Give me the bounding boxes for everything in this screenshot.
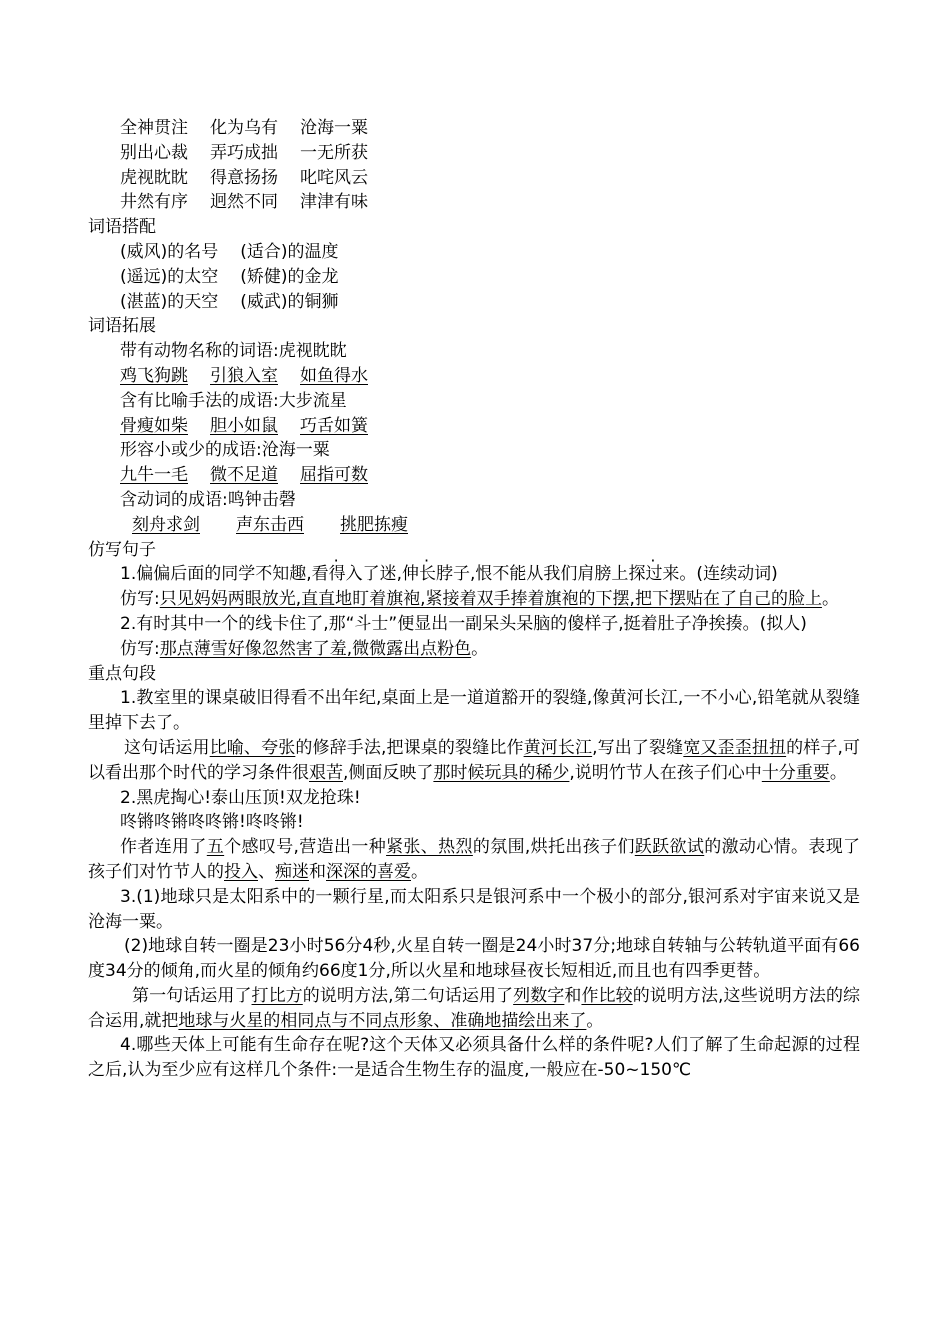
expansion-label: 含有比喻手法的成语:大步流星	[120, 390, 347, 411]
collocation-row: (威风)的名号 (适合)的温度	[120, 241, 339, 262]
key-paragraph-1: 1.教室里的课桌破旧得看不出年纪,桌面上是一道道豁开的裂缝,像黄河长江,一不小心,铅笔就从裂缝里掉下去了。	[88, 688, 860, 734]
section-heading-key: 重点句段	[88, 663, 156, 684]
expansion-words: 鸡飞狗跳 引狼入室 如鱼得水	[120, 365, 368, 386]
section-heading-expansion: 词语拓展	[88, 316, 156, 337]
key-paragraph-2-line-2: 咚锵咚锵咚咚锵!咚咚锵!	[120, 812, 304, 833]
imitation-sentence-1: 1.偏偏后面的同学不知趣,看得入了迷,伸长脖子,恨不能从我们肩膀上探过来。(连续动词)	[120, 564, 778, 585]
key-paragraph-3-1: 3.(1)地球只是太阳系中的一颗行星,而太阳系只是银河系中一个极小的部分,银河系对宇宙来说又是沧海一粟。	[88, 886, 860, 932]
expansion-words: 骨瘦如柴 胆小如鼠 巧舌如簧	[120, 415, 368, 436]
expansion-label: 带有动物名称的词语:虎视眈眈	[120, 341, 347, 362]
key-paragraph-3-2: (2)地球自转一圈是23小时56分4秒,火星自转一圈是24小时37分;地球自转轴与公转轨道平面有66度34分的倾角,而火星的倾角约66度1分,所以火星和地球昼夜长短相近,而且也有四季更替。	[88, 936, 860, 982]
emphasis-dot-verb: 探	[628, 564, 646, 585]
expansion-words: 刻舟求剑 声东击西 挑肥拣瘦	[132, 514, 408, 535]
idiom-row: 井然有序 迥然不同 津津有味	[120, 192, 368, 213]
document-page	[88, 116, 860, 1083]
idiom-row: 别出心裁 弄巧成拙 一无所获	[120, 142, 368, 163]
expansion-label: 含动词的成语:鸣钟击磬	[120, 489, 296, 510]
expansion-label: 形容小或少的成语:沧海一粟	[120, 440, 330, 461]
key-paragraph-4: 4.哪些天体上可能有生命存在呢?这个天体又必须具备什么样的条件呢?人们了解了生命起源的过程之后,认为至少应有这样几个条件:一是适合生物生存的温度,一般应在-50~150℃	[88, 1035, 860, 1081]
key-analysis-3: 第一句话运用了打比方的说明方法,第二句话运用了列数字和作比较的说明方法,这些说明方法的综合运用,就把地球与火星的相同点与不同点形象、准确地描绘出来了。	[88, 985, 861, 1031]
key-analysis-1: 这句话运用比喻、夸张的修辞手法,把课桌的裂缝比作黄河长江,写出了裂缝宽又歪歪扭扭的样子,可以看出那个时代的学习条件很艰苦,侧面反映了那时候玩具的稀少,说明竹节人在孩子们心中十分重要。	[88, 737, 861, 783]
idiom-row: 虎视眈眈 得意扬扬 叱咤风云	[120, 167, 368, 188]
expansion-words: 九牛一毛 微不足道 屈指可数	[120, 465, 368, 486]
imitation-answer-2: 仿写:那点薄雪好像忽然害了羞,微微露出点粉色。	[120, 638, 489, 659]
section-heading-collocation: 词语搭配	[88, 217, 156, 238]
key-paragraph-2-line-1: 2.黑虎掏心!泰山压顶!双龙抢珠!	[120, 787, 361, 808]
section-heading-imitation: 仿写句子	[88, 539, 156, 560]
emphasis-dot-verb: 看	[311, 564, 329, 585]
imitation-sentence-2: 2.有时其中一个的线卡住了,那“斗士”便显出一副呆头呆脑的傻样子,挺着肚子净挨揍。(拟人)	[120, 613, 807, 634]
imitation-answer-1: 仿写:只见妈妈两眼放光,直直地盯着旗袍,紧接着双手捧着旗袍的下摆,把下摆贴在了自己的脸上。	[120, 589, 839, 610]
key-analysis-2: 作者连用了五个感叹号,营造出一种紧张、热烈的氛围,烘托出孩子们跃跃欲试的激动心情。表现了孩子们对竹节人的投入、痴迷和深深的喜爱。	[88, 837, 861, 882]
idiom-row: 全神贯注 化为乌有 沧海一粟	[120, 118, 368, 138]
emphasis-dot-verb: 伸	[402, 564, 420, 585]
collocation-row: (遥远)的太空 (矫健)的金龙	[120, 266, 339, 287]
collocation-row: (湛蓝)的天空 (威武)的铜狮	[120, 291, 339, 312]
